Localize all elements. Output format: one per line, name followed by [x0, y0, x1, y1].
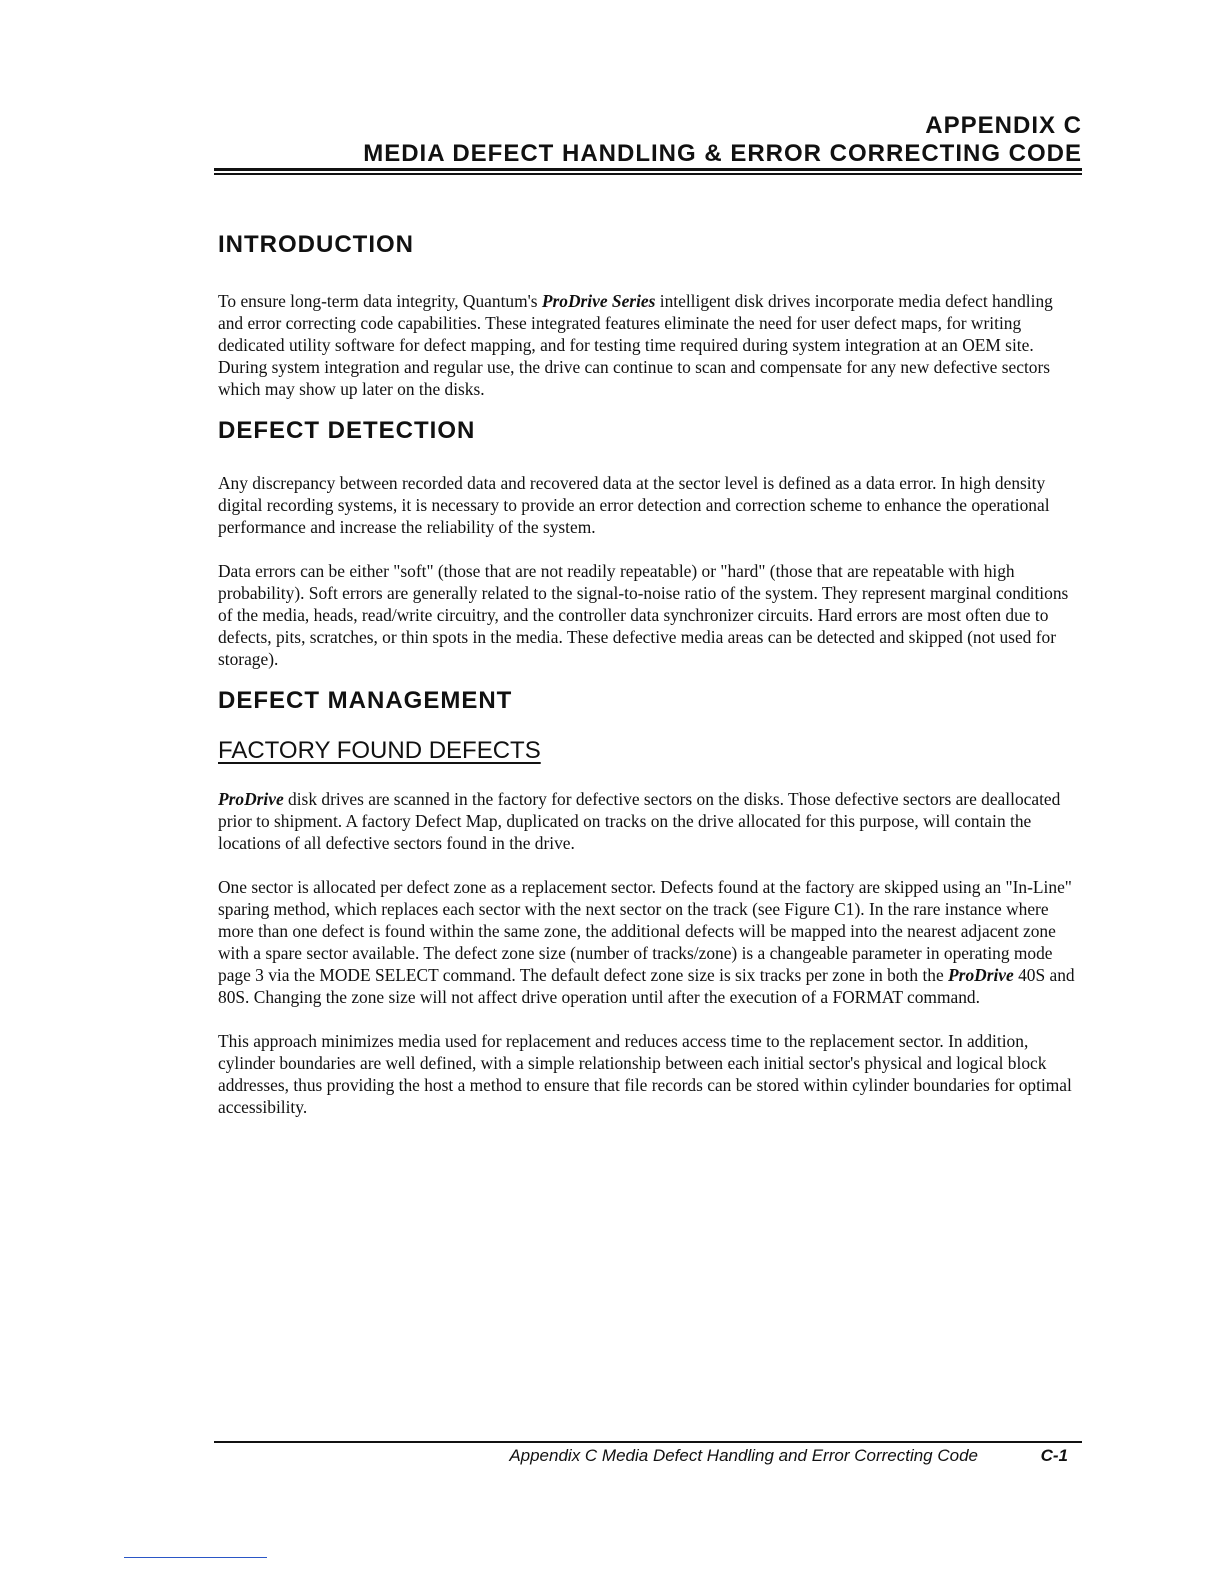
factory-found-defects-heading: FACTORY FOUND DEFECTS [218, 737, 541, 764]
page-number: C-1 [1040, 1446, 1068, 1465]
intro-text-b: intelligent disk drives incorporate media defect handling and error correcting code capabilities. These integrated features eliminate the need for user defect maps, for writing dedicated utility software for defect mapping, and for testing time required during system integration at an OEM site. During system integration and regular use, the drive can continue to scan and compensate for any new defective sectors which may show up later on the disks. [218, 291, 1053, 399]
factory-paragraph-2 [218, 876, 1078, 1008]
detection-paragraph-2: Data errors can be either "soft" (those that are not readily repeatable) or "hard" (those that are repeatable with high probability). Soft errors are generally related to the signal-to-noise ratio of the system. They represent marginal conditions of the media, heads, read/write circuitry, and the controller data synchronizer circuits. Hard errors are most often due to defects, pits, scratches, or thin spots in the media. These defective media areas can be detected and skipped (not used for storage). [218, 561, 1069, 669]
detection-paragraph-1: Any discrepancy between recorded data and recovered data at the sector level is defined as a data error. In high density digital recording systems, it is necessary to provide an error detection and correction scheme to enhance the operational performance and increase the reliability of the system. [218, 473, 1050, 537]
defect-management-heading: DEFECT MANAGEMENT [218, 687, 513, 714]
appendix-title: MEDIA DEFECT HANDLING & ERROR CORRECTING CODE [363, 140, 1082, 167]
page-content [218, 230, 1078, 1118]
factory-paragraph-1 [218, 788, 1078, 854]
header-rule-bottom [214, 173, 1082, 175]
footer-title: Appendix C Media Defect Handling and Error Correcting Code [509, 1446, 978, 1465]
factory-paragraph-3: This approach minimizes media used for replacement and reduces access time to the replacement sector. In addition, cylinder boundaries are well defined, with a simple relationship between each initial sector's physical and logical block addresses, thus providing the host a method to ensure that file records can be stored within cylinder boundaries for optimal accessibility. [218, 1031, 1072, 1117]
page-header [214, 112, 1082, 168]
introduction-heading: INTRODUCTION [218, 231, 414, 258]
factory-text-2a: One sector is allocated per defect zone as a replacement sector. Defects found at the factory are skipped using an "In-Line" sparing method, which replaces each sector with the next sector on the track (see Figure C1). In the rare instance where more than one defect is found within the same zone, the additional defects will be mapped into the nearest adjacent zone with a spare sector available. The defect zone size (number of tracks/zone) is a changeable parameter in operating mode page 3 via the MODE SELECT command. The default defect zone size is six tracks per zone in both the [218, 877, 1072, 985]
scan-artifact-line [124, 1557, 267, 1558]
factory-text-2b: 40S and 80S. Changing the zone size will not affect drive operation until after the execution of a FORMAT command. [218, 965, 1075, 1007]
appendix-label: APPENDIX C [925, 112, 1082, 139]
factory-product-name-2: ProDrive [948, 965, 1014, 985]
intro-product-name: ProDrive Series [541, 291, 656, 311]
footer-rule [214, 1441, 1082, 1443]
factory-product-name: ProDrive [218, 789, 284, 809]
factory-text-1: disk drives are scanned in the factory for defective sectors on the disks. Those defective sectors are deallocated prior to shipment. A factory Defect Map, duplicated on tracks on the drive allocated for this purpose, will contain the locations of all defective sectors found in the drive. [218, 789, 1061, 853]
defect-detection-heading: DEFECT DETECTION [218, 417, 476, 444]
header-rule-top [214, 168, 1082, 171]
intro-text-a: To ensure long-term data integrity, Quantum's [218, 291, 542, 311]
intro-paragraph [218, 290, 1078, 400]
